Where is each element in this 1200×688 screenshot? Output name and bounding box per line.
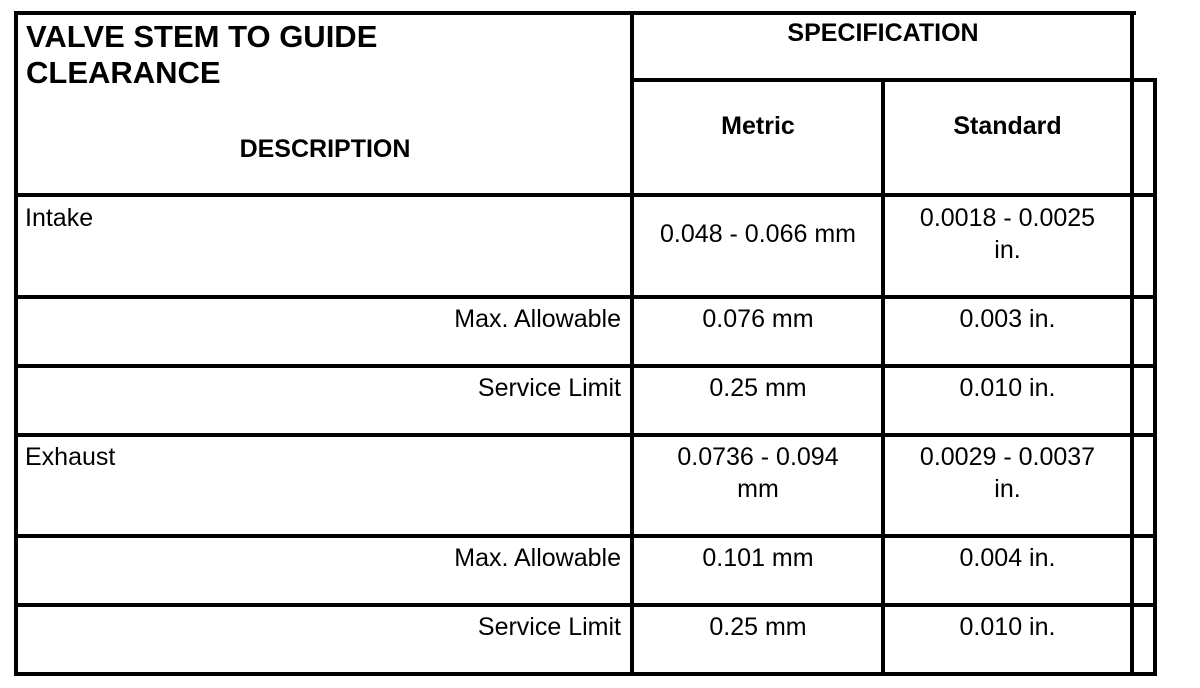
row-description-exhaust: Exhaust xyxy=(25,443,116,471)
outer-right-border xyxy=(1153,78,1157,676)
row-description-service-limit: Service Limit xyxy=(477,613,621,641)
table-left-border xyxy=(14,11,18,676)
row-divider-3 xyxy=(14,433,1157,437)
row-description-intake: Intake xyxy=(25,204,94,232)
table-title-line2: CLEARANCE xyxy=(26,55,221,90)
specification-divider xyxy=(631,78,1157,82)
intake-standard-value-line1: 0.0018 - 0.0025 xyxy=(919,204,1096,232)
row-divider-5 xyxy=(14,603,1157,607)
intake-service-metric-value: 0.25 mm xyxy=(709,374,807,402)
row-divider-1 xyxy=(14,295,1157,299)
row-description-max-allowable: Max. Allowable xyxy=(454,305,621,333)
row-divider-4 xyxy=(14,534,1157,538)
table-bottom-border xyxy=(14,672,1157,676)
description-header: DESCRIPTION xyxy=(239,135,411,163)
table-title xyxy=(26,19,586,91)
exhaust-metric-value-line1: 0.0736 - 0.094 xyxy=(677,443,839,471)
header-bottom-border xyxy=(14,193,1157,197)
table-top-border xyxy=(14,11,1136,15)
exhaust-service-metric-value: 0.25 mm xyxy=(709,613,807,641)
metric-header: Metric xyxy=(721,112,795,140)
intake-max-metric-value: 0.076 mm xyxy=(702,305,814,333)
intake-max-standard-value: 0.003 in. xyxy=(959,305,1056,333)
row-description-service-limit: Service Limit xyxy=(477,374,621,402)
exhaust-standard-value-line1: 0.0029 - 0.0037 xyxy=(919,443,1096,471)
intake-standard-value-line2: in. xyxy=(994,236,1021,264)
exhaust-metric-value-line2: mm xyxy=(737,475,779,503)
description-column-divider xyxy=(630,11,634,676)
standard-header: Standard xyxy=(953,112,1062,140)
exhaust-max-metric-value: 0.101 mm xyxy=(702,544,814,572)
table-title-line1: VALVE STEM TO GUIDE xyxy=(26,19,378,54)
specification-right-border xyxy=(1130,11,1134,676)
specification-header: SPECIFICATION xyxy=(787,19,979,47)
intake-service-standard-value: 0.010 in. xyxy=(959,374,1056,402)
intake-metric-value: 0.048 - 0.066 mm xyxy=(660,220,856,248)
row-description-max-allowable: Max. Allowable xyxy=(454,544,621,572)
exhaust-standard-value-line2: in. xyxy=(994,475,1021,503)
exhaust-service-standard-value: 0.010 in. xyxy=(959,613,1056,641)
exhaust-max-standard-value: 0.004 in. xyxy=(959,544,1056,572)
row-divider-2 xyxy=(14,364,1157,368)
